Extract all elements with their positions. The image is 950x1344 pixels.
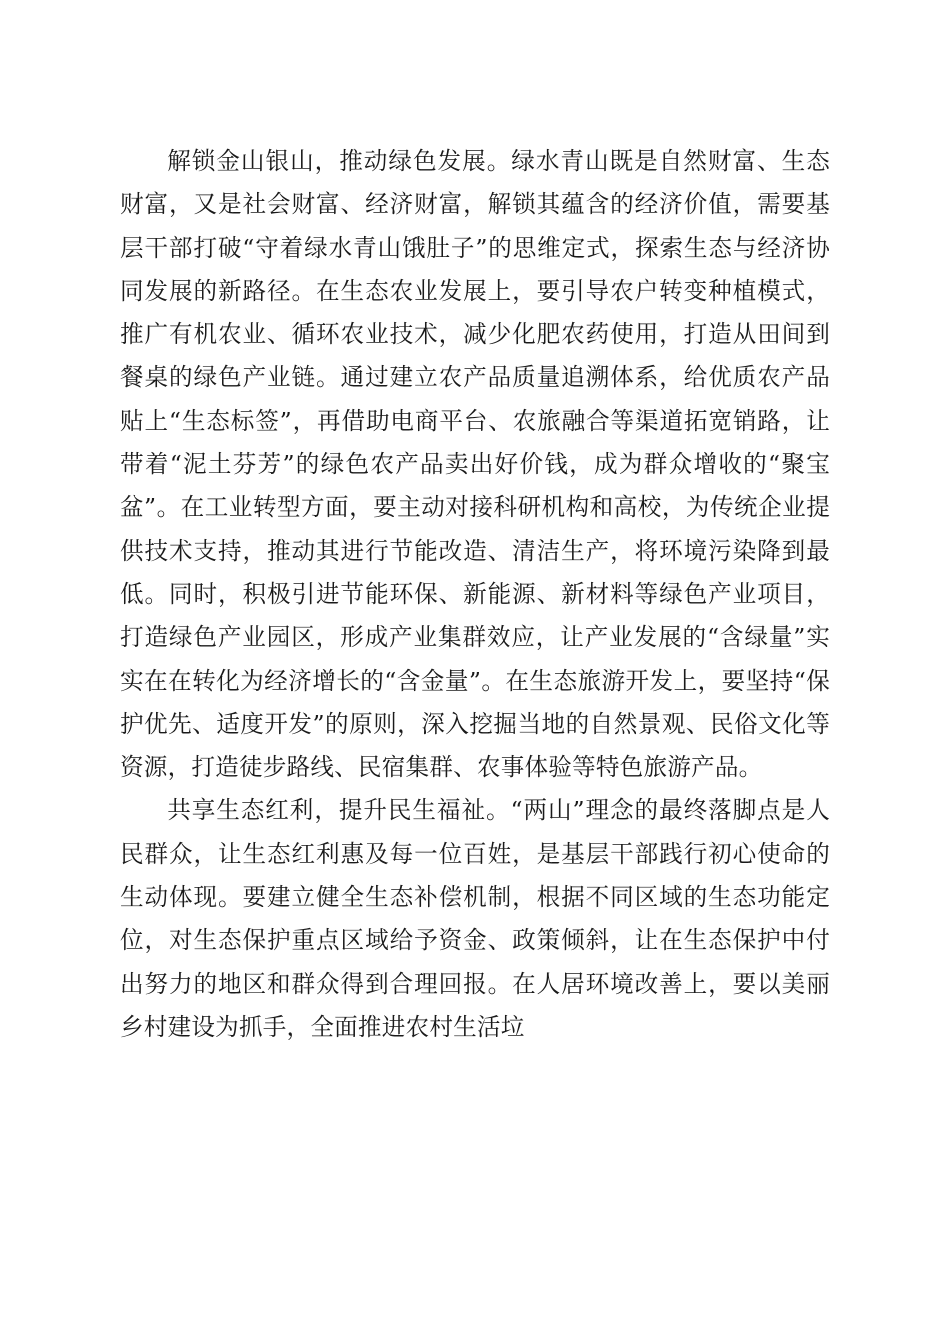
paragraph-shared-ecological-dividends: 共享生态红利，提升民生福祉。“两山”理念的最终落脚点是人民群众，让生态红利惠及每一位百姓，是基层干部践行初心使命的生动体现。要建立健全生态补偿机制，根据不同区域的生态功能定位，对生态保护重点区域给予资金、政策倾斜，让在生态保护中付出努力的地区和群众得到合理回报。在人居环境改善上，要以美丽乡村建设为抓手，全面推进农村生活垃 (120, 796, 830, 1041)
paragraph-green-development: 解锁金山银山，推动绿色发展。绿水青山既是自然财富、生态财富，又是社会财富、经济财富，解锁其蕴含的经济价值，需要基层干部打破“守着绿水青山饿肚子”的思维定式，探索生态与经济协同发展的新路径。在生态农业发展上，要引导农户转变种植模式，推广有机农业、循环农业技术，减少化肥农药使用，打造从田间到餐桌的绿色产业链。通过建立农产品质量追溯体系，给优质农产品贴上“生态标签”，再借助电商平台、农旅融合等渠道拓宽销路，让带着“泥土芬芳”的绿色农产品卖出好价钱，成为群众增收的“聚宝盆”。在工业转型方面，要主动对接科研机构和高校，为传统企业提供技术支持，推动其进行节能改造、清洁生产，将环境污染降到最低。同时，积极引进节能环保、新能源、新材料等绿色产业项目，打造绿色产业园区，形成产业集群效应，让产业发展的“含绿量”实实在在转化为经济增长的“含金量”。在生态旅游开发上，要坚持“保护优先、适度开发”的原则，深入挖掘当地的自然景观、民俗文化等资源，打造徒步路线、民宿集群、农事体验等特色旅游产品。 (120, 147, 830, 782)
document-body (120, 140, 830, 1049)
